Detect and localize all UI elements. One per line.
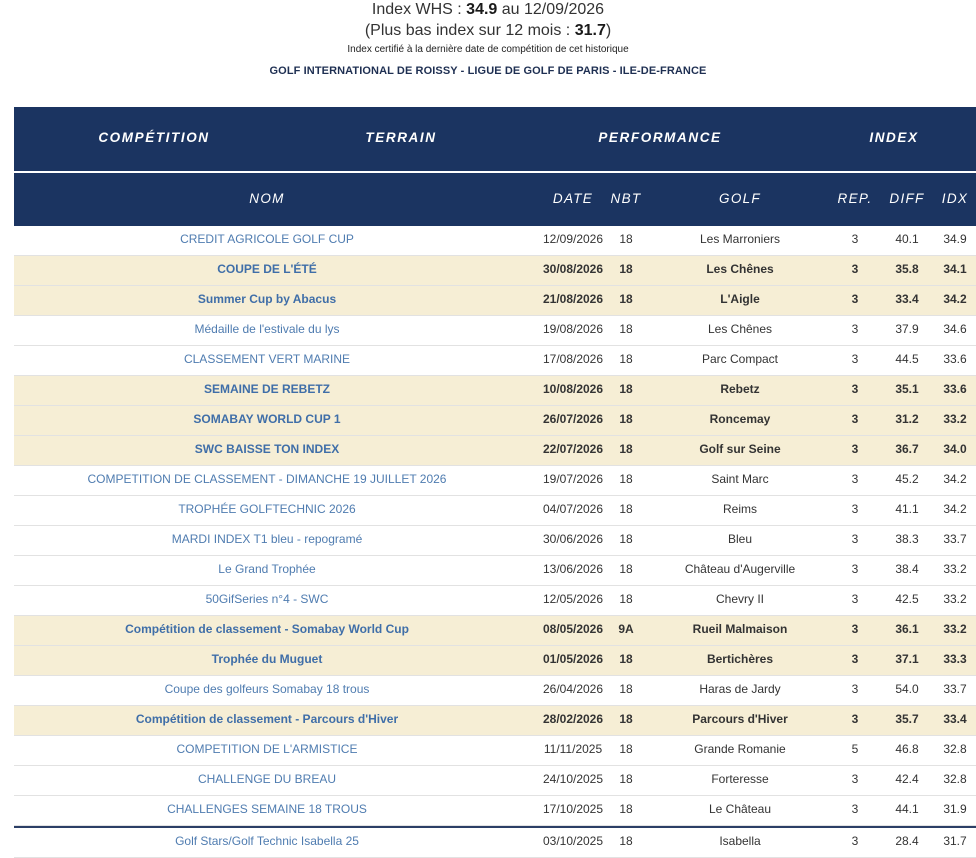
competition-name[interactable]: COUPE DE L'ÉTÉ — [217, 262, 317, 276]
rep-value: 5 — [851, 742, 859, 756]
competition-name[interactable]: CHALLENGE DU BREAU — [197, 772, 337, 786]
rep-value: 3 — [851, 532, 859, 546]
col-header-rep: REP. — [837, 191, 873, 206]
golf-course: Les Chênes — [707, 322, 773, 336]
rep-value: 3 — [851, 802, 859, 816]
table-row[interactable] — [14, 796, 976, 826]
rep-value: 3 — [851, 322, 859, 336]
table-row[interactable] — [14, 226, 976, 256]
golf-course: L'Aigle — [720, 292, 760, 306]
golf-course: Grande Romanie — [694, 742, 786, 756]
holes-count: 18 — [619, 772, 633, 786]
differential-value: 36.7 — [895, 442, 919, 456]
col-header-nom: NOM — [249, 191, 285, 206]
golf-course: Bertichères — [706, 652, 774, 666]
index-value: 34.9 — [943, 232, 967, 246]
index-value: 32.8 — [943, 742, 967, 756]
rep-value: 3 — [851, 652, 859, 666]
index-value: 34.2 — [943, 292, 967, 306]
golf-course: Château d'Augerville — [684, 562, 796, 576]
golf-course: Golf sur Seine — [699, 442, 781, 456]
index-value: 34.2 — [943, 502, 967, 516]
holes-count: 18 — [619, 532, 633, 546]
competition-table-body — [14, 226, 976, 858]
competition-date: 21/08/2026 — [542, 292, 604, 306]
differential-value: 44.1 — [895, 802, 919, 816]
competition-date: 04/07/2026 — [542, 502, 604, 516]
rep-value: 3 — [851, 562, 859, 576]
rep-value: 3 — [851, 592, 859, 606]
group-header-competition: COMPÉTITION — [98, 130, 210, 145]
rep-value: 3 — [851, 472, 859, 486]
table-row[interactable] — [14, 436, 976, 466]
differential-value: 40.1 — [895, 232, 919, 246]
competition-name[interactable]: Trophée du Muguet — [211, 652, 323, 666]
table-row[interactable] — [14, 526, 976, 556]
competition-name[interactable]: SEMAINE DE REBETZ — [203, 382, 330, 396]
index-value: 33.6 — [943, 352, 967, 366]
competition-date: 28/02/2026 — [542, 712, 604, 726]
table-group-header — [14, 107, 976, 171]
holes-count: 18 — [619, 232, 633, 246]
index-value: 33.7 — [943, 532, 967, 546]
table-row[interactable] — [14, 256, 976, 286]
competition-name[interactable]: COMPETITION DE CLASSEMENT - DIMANCHE 19 JUILLET 2026 — [87, 472, 447, 486]
rep-value: 3 — [851, 262, 859, 276]
competition-date: 26/07/2026 — [542, 412, 604, 426]
competition-date: 19/08/2026 — [542, 322, 604, 336]
table-row[interactable] — [14, 706, 976, 736]
competition-date: 30/08/2026 — [542, 262, 604, 276]
differential-value: 45.2 — [895, 472, 919, 486]
differential-value: 28.4 — [895, 834, 919, 848]
golf-course: Rueil Malmaison — [692, 622, 788, 636]
competition-date: 17/08/2026 — [542, 352, 604, 366]
index-value: 33.4 — [943, 712, 967, 726]
differential-value: 37.1 — [895, 652, 919, 666]
competition-name[interactable]: Le Grand Trophée — [218, 562, 316, 576]
competition-date: 12/09/2026 — [542, 232, 604, 246]
competition-name[interactable]: COMPETITION DE L'ARMISTICE — [176, 742, 358, 756]
rep-value: 3 — [851, 412, 859, 426]
differential-value: 33.4 — [895, 292, 919, 306]
golf-course: Les Marroniers — [699, 232, 781, 246]
index-whs-value: 34.9 — [466, 1, 498, 18]
golf-course: Reims — [722, 502, 757, 516]
competition-name[interactable]: SOMABAY WORLD CUP 1 — [193, 412, 341, 426]
competition-name[interactable]: Summer Cup by Abacus — [197, 292, 337, 306]
competition-date: 24/10/2025 — [542, 772, 604, 786]
golf-course: Chevry II — [715, 592, 764, 606]
competition-name[interactable]: MARDI INDEX T1 bleu - repogramé — [171, 532, 363, 546]
certified-note: Index certifié à la dernière date de compétition de cet historique — [347, 44, 629, 55]
rep-value: 3 — [851, 772, 859, 786]
competition-name[interactable]: Compétition de classement - Parcours d'Hiver — [135, 712, 399, 726]
golf-course: Bleu — [727, 532, 753, 546]
index-value: 33.2 — [943, 412, 967, 426]
golf-course: Rebetz — [720, 382, 760, 396]
rep-value: 3 — [851, 682, 859, 696]
table-row[interactable] — [14, 736, 976, 766]
index-whs-line: Index WHS : 34.9 au 12/09/2026 — [371, 1, 605, 18]
index-value: 33.2 — [943, 562, 967, 576]
holes-count: 18 — [619, 322, 633, 336]
holes-count: 18 — [619, 712, 633, 726]
index-value: 31.9 — [943, 802, 967, 816]
holes-count: 18 — [619, 802, 633, 816]
golf-course: Parcours d'Hiver — [692, 712, 788, 726]
index-value: 33.7 — [943, 682, 967, 696]
competition-date: 10/08/2026 — [542, 382, 604, 396]
golf-course: Roncemay — [709, 412, 771, 426]
table-row[interactable] — [14, 766, 976, 796]
competition-date: 08/05/2026 — [542, 622, 604, 636]
index-value: 34.1 — [943, 262, 967, 276]
table-row[interactable] — [14, 286, 976, 316]
group-header-terrain: TERRAIN — [365, 130, 437, 145]
golf-course: Saint Marc — [711, 472, 769, 486]
competition-name[interactable]: CHALLENGES SEMAINE 18 TROUS — [167, 802, 367, 816]
holes-count: 18 — [619, 592, 633, 606]
golf-course: Parc Compact — [701, 352, 779, 366]
club-line: GOLF INTERNATIONAL DE ROISSY - LIGUE DE GOLF DE PARIS - ILE-DE-FRANCE — [269, 65, 707, 77]
rep-value: 3 — [851, 834, 859, 848]
table-row[interactable] — [14, 586, 976, 616]
golf-course: Le Château — [708, 802, 772, 816]
holes-count: 18 — [619, 412, 633, 426]
index-value: 34.2 — [943, 472, 967, 486]
holes-count: 9A — [618, 622, 634, 636]
differential-value: 31.2 — [895, 412, 919, 426]
col-header-golf: GOLF — [719, 191, 761, 206]
table-row[interactable] — [14, 676, 976, 706]
differential-value: 35.7 — [895, 712, 919, 726]
col-header-nbt: NBT — [610, 191, 642, 206]
differential-value: 46.8 — [895, 742, 919, 756]
competition-date: 11/11/2025 — [543, 742, 603, 756]
lowest-index-line: (Plus bas index sur 12 mois : 31.7) — [364, 22, 612, 39]
competition-date: 30/06/2026 — [542, 532, 604, 546]
holes-count: 18 — [619, 292, 633, 306]
competition-name[interactable]: SWC BAISSE TON INDEX — [194, 442, 340, 456]
competition-date: 22/07/2026 — [542, 442, 604, 456]
index-value: 33.3 — [943, 652, 967, 666]
table-column-header — [14, 173, 976, 226]
rep-value: 3 — [851, 442, 859, 456]
table-row[interactable] — [14, 316, 976, 346]
competition-name[interactable]: TROPHÉE GOLFTECHNIC 2026 — [178, 502, 356, 516]
golf-course: Haras de Jardy — [699, 682, 781, 696]
table-row[interactable] — [14, 556, 976, 586]
rep-value: 3 — [851, 352, 859, 366]
differential-value: 37.9 — [895, 322, 919, 336]
holes-count: 18 — [619, 502, 633, 516]
differential-value: 42.5 — [895, 592, 919, 606]
rep-value: 3 — [851, 622, 859, 636]
rep-value: 3 — [851, 502, 859, 516]
col-header-date: DATE — [552, 191, 594, 206]
table-row[interactable] — [14, 466, 976, 496]
competition-name[interactable]: CREDIT AGRICOLE GOLF CUP — [180, 232, 354, 246]
index-value: 34.6 — [943, 322, 967, 336]
differential-value: 41.1 — [895, 502, 919, 516]
competition-date: 19/07/2026 — [542, 472, 604, 486]
holes-count: 18 — [619, 442, 633, 456]
competition-date: 03/10/2025 — [542, 834, 604, 848]
golf-course: Isabella — [719, 834, 761, 848]
competition-date: 01/05/2026 — [542, 652, 604, 666]
index-value: 33.2 — [943, 622, 967, 636]
table-row[interactable] — [14, 646, 976, 676]
holes-count: 18 — [619, 562, 633, 576]
table-row[interactable] — [14, 826, 976, 858]
col-header-idx: IDX — [941, 191, 969, 206]
rep-value: 3 — [851, 382, 859, 396]
holes-count: 18 — [619, 382, 633, 396]
index-value: 33.2 — [943, 592, 967, 606]
table-row[interactable] — [14, 346, 976, 376]
table-row[interactable] — [14, 496, 976, 526]
index-value: 34.0 — [943, 442, 967, 456]
differential-value: 44.5 — [895, 352, 919, 366]
holes-count: 18 — [619, 834, 633, 848]
rep-value: 3 — [851, 712, 859, 726]
holes-count: 18 — [619, 472, 633, 486]
competition-name[interactable]: Compétition de classement - Somabay World Cup — [125, 622, 409, 636]
holes-count: 18 — [619, 352, 633, 366]
competition-date: 12/05/2026 — [542, 592, 604, 606]
holes-count: 18 — [619, 262, 633, 276]
rep-value: 3 — [851, 292, 859, 306]
competition-name[interactable]: Golf Stars/Golf Technic Isabella 25 — [175, 834, 359, 848]
differential-value: 42.4 — [895, 772, 919, 786]
lowest-index-value: 31.7 — [574, 22, 606, 39]
table-row[interactable] — [14, 406, 976, 436]
holes-count: 18 — [619, 742, 633, 756]
index-value: 32.8 — [943, 772, 967, 786]
differential-value: 35.8 — [895, 262, 919, 276]
competition-name[interactable]: CLASSEMENT VERT MARINE — [183, 352, 351, 366]
index-value: 33.6 — [943, 382, 967, 396]
table-row[interactable] — [14, 616, 976, 646]
rep-value: 3 — [851, 232, 859, 246]
differential-value: 38.4 — [895, 562, 919, 576]
golf-course: Les Chênes — [706, 262, 774, 276]
differential-value: 38.3 — [895, 532, 919, 546]
competition-date: 13/06/2026 — [542, 562, 604, 576]
competition-name[interactable]: Médaille de l'estivale du lys — [194, 322, 340, 336]
holes-count: 18 — [619, 682, 633, 696]
competition-name[interactable]: 50GifSeries n°4 - SWC — [205, 592, 329, 606]
golf-course: Forteresse — [711, 772, 769, 786]
col-header-diff: DIFF — [889, 191, 925, 206]
group-header-index: INDEX — [869, 130, 919, 145]
differential-value: 35.1 — [895, 382, 919, 396]
holes-count: 18 — [619, 652, 633, 666]
competition-date: 17/10/2025 — [542, 802, 604, 816]
differential-value: 54.0 — [895, 682, 919, 696]
competition-name[interactable]: Coupe des golfeurs Somabay 18 trous — [164, 682, 370, 696]
index-value: 31.7 — [943, 834, 967, 848]
table-row[interactable] — [14, 376, 976, 406]
group-header-performance: PERFORMANCE — [598, 130, 722, 145]
competition-date: 26/04/2026 — [542, 682, 604, 696]
differential-value: 36.1 — [895, 622, 919, 636]
